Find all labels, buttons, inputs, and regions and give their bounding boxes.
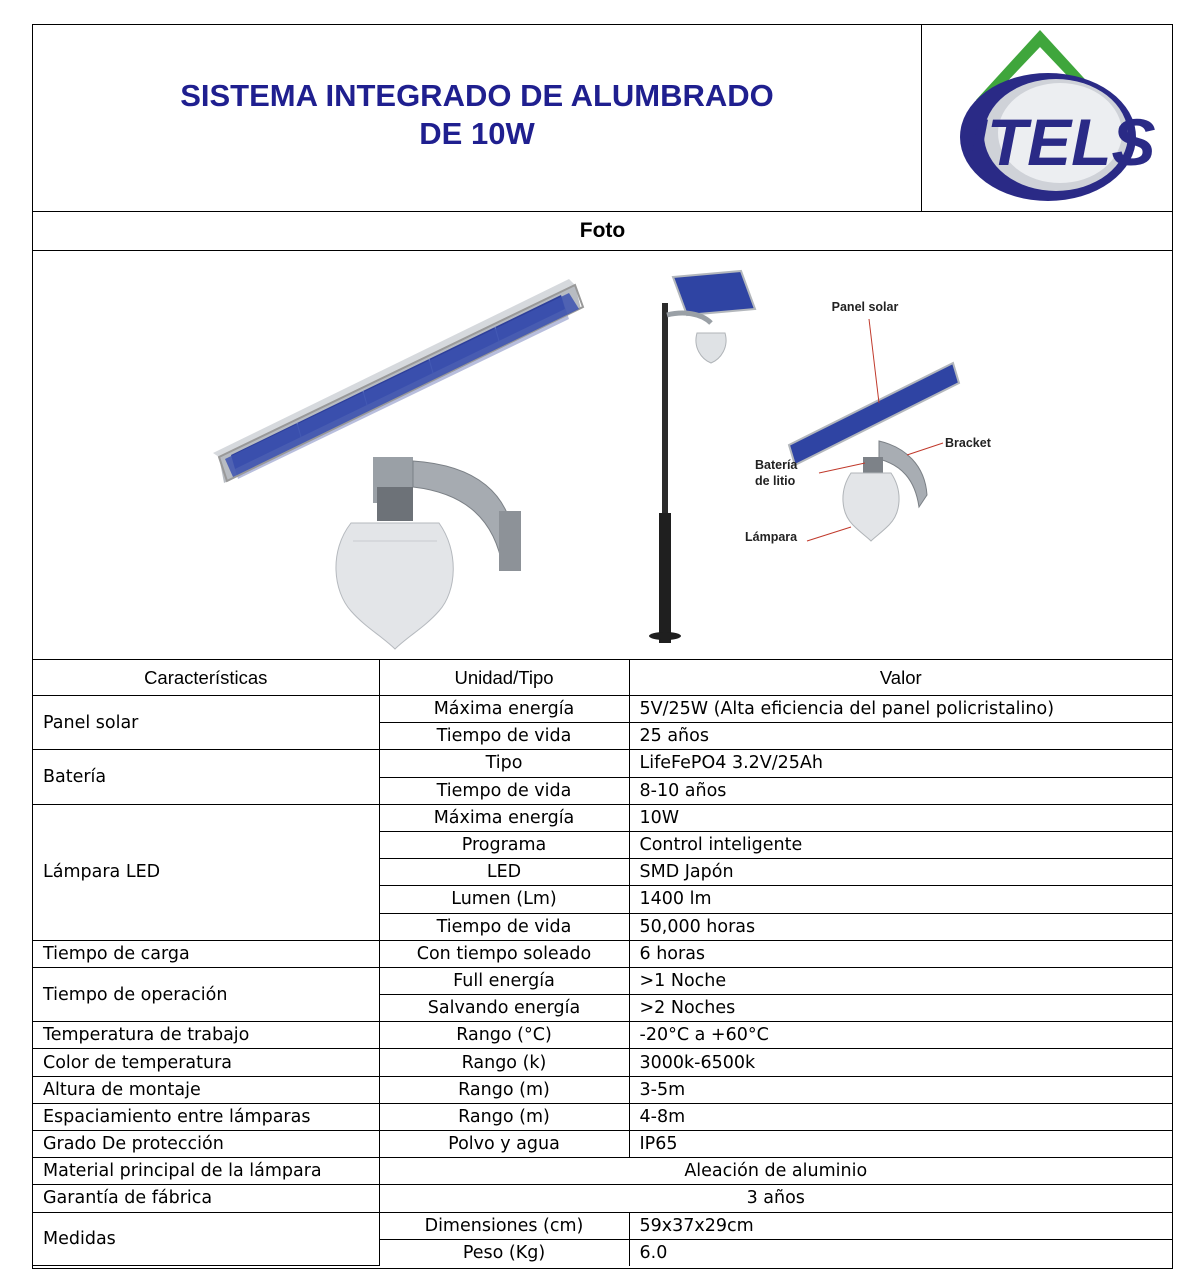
table-row — [33, 967, 1172, 994]
col-header-unit: Unidad/Tipo — [379, 660, 629, 696]
logo-cell — [921, 25, 1173, 211]
row-value: 25 años — [629, 723, 1172, 750]
label-battery-line2: de litio — [755, 474, 796, 488]
row-unit: Máxima energía — [379, 696, 629, 723]
table-row — [33, 940, 1172, 967]
row-value: 6 horas — [629, 940, 1172, 967]
row-name: Altura de montaje — [33, 1076, 379, 1103]
row-unit: Tiempo de vida — [379, 723, 629, 750]
row-name: Temperatura de trabajo — [33, 1022, 379, 1049]
row-name: Color de temperatura — [33, 1049, 379, 1076]
row-value: 50,000 horas — [629, 913, 1172, 940]
row-unit: Rango (m) — [379, 1076, 629, 1103]
row-value: 1400 lm — [629, 886, 1172, 913]
row-value: >1 Noche — [629, 967, 1172, 994]
row-name: Grado De protección — [33, 1131, 379, 1158]
itels-logo — [922, 25, 1173, 211]
row-name: Panel solar — [33, 696, 379, 750]
row-unit: Programa — [379, 831, 629, 858]
label-panel: Panel solar — [831, 300, 899, 314]
row-unit: Polvo y agua — [379, 1131, 629, 1158]
row-value: 10W — [629, 804, 1172, 831]
row-value: Control inteligente — [629, 831, 1172, 858]
table-row — [33, 750, 1172, 777]
row-value: 6.0 — [629, 1239, 1172, 1266]
row-value: 3000k-6500k — [629, 1049, 1172, 1076]
row-name: Espaciamiento entre lámparas — [33, 1103, 379, 1130]
table-row — [33, 1103, 1172, 1130]
row-name: Lámpara LED — [33, 804, 379, 940]
row-unit: LED — [379, 859, 629, 886]
table-row — [33, 1185, 1172, 1212]
row-unit: Lumen (Lm) — [379, 886, 629, 913]
row-unit: Tiempo de vida — [379, 913, 629, 940]
row-unit: Tipo — [379, 750, 629, 777]
photo-heading: Foto — [33, 212, 1172, 251]
row-unit: Full energía — [379, 967, 629, 994]
table-row — [33, 1076, 1172, 1103]
row-name: Medidas — [33, 1212, 379, 1266]
row-unit: Con tiempo soleado — [379, 940, 629, 967]
title-line-1: SISTEMA INTEGRADO DE ALUMBRADO — [180, 78, 774, 113]
row-name: Batería — [33, 750, 379, 804]
row-name: Material principal de la lámpara — [33, 1158, 379, 1185]
table-row — [33, 1049, 1172, 1076]
row-value: 5V/25W (Alta eficiencia del panel policristalino) — [629, 696, 1172, 723]
row-value: 3 años — [379, 1185, 1172, 1212]
row-unit: Rango (m) — [379, 1103, 629, 1130]
solar-light-pole-image — [649, 271, 755, 643]
row-value: 8-10 años — [629, 777, 1172, 804]
row-name: Tiempo de operación — [33, 967, 379, 1021]
product-photo-area — [33, 251, 1172, 660]
table-row — [33, 804, 1172, 831]
label-bracket: Bracket — [945, 436, 991, 450]
label-lamp: Lámpara — [745, 530, 798, 544]
row-value: SMD Japón — [629, 859, 1172, 886]
table-row — [33, 1212, 1172, 1239]
table-row — [33, 696, 1172, 723]
row-unit: Rango (k) — [379, 1049, 629, 1076]
row-value: LifeFePO4 3.2V/25Ah — [629, 750, 1172, 777]
table-row — [33, 1022, 1172, 1049]
row-value: 4-8m — [629, 1103, 1172, 1130]
table-header — [33, 660, 1172, 696]
header — [33, 25, 1172, 212]
table-row — [33, 1158, 1172, 1185]
row-unit: Peso (Kg) — [379, 1239, 629, 1266]
spec-table — [33, 660, 1172, 1266]
title-line-2: DE 10W — [419, 116, 535, 151]
row-value: Aleación de aluminio — [379, 1158, 1172, 1185]
row-unit: Dimensiones (cm) — [379, 1212, 629, 1239]
row-value: 59x37x29cm — [629, 1212, 1172, 1239]
row-value: >2 Noches — [629, 995, 1172, 1022]
row-unit: Máxima energía — [379, 804, 629, 831]
solar-light-image-large — [213, 279, 583, 649]
label-battery-line1: Batería — [755, 458, 798, 472]
page-title — [33, 77, 921, 153]
row-unit: Salvando energía — [379, 995, 629, 1022]
row-unit: Rango (°C) — [379, 1022, 629, 1049]
row-value: IP65 — [629, 1131, 1172, 1158]
col-header-value: Valor — [629, 660, 1172, 696]
table-row — [33, 1131, 1172, 1158]
logo-text: ITELS — [968, 105, 1156, 179]
solar-light-diagram — [745, 300, 992, 544]
spec-sheet — [32, 24, 1173, 1269]
row-unit: Tiempo de vida — [379, 777, 629, 804]
row-name: Tiempo de carga — [33, 940, 379, 967]
col-header-characteristics: Características — [33, 660, 379, 696]
row-value: 3-5m — [629, 1076, 1172, 1103]
row-name: Garantía de fábrica — [33, 1185, 379, 1212]
row-value: -20°C a +60°C — [629, 1022, 1172, 1049]
